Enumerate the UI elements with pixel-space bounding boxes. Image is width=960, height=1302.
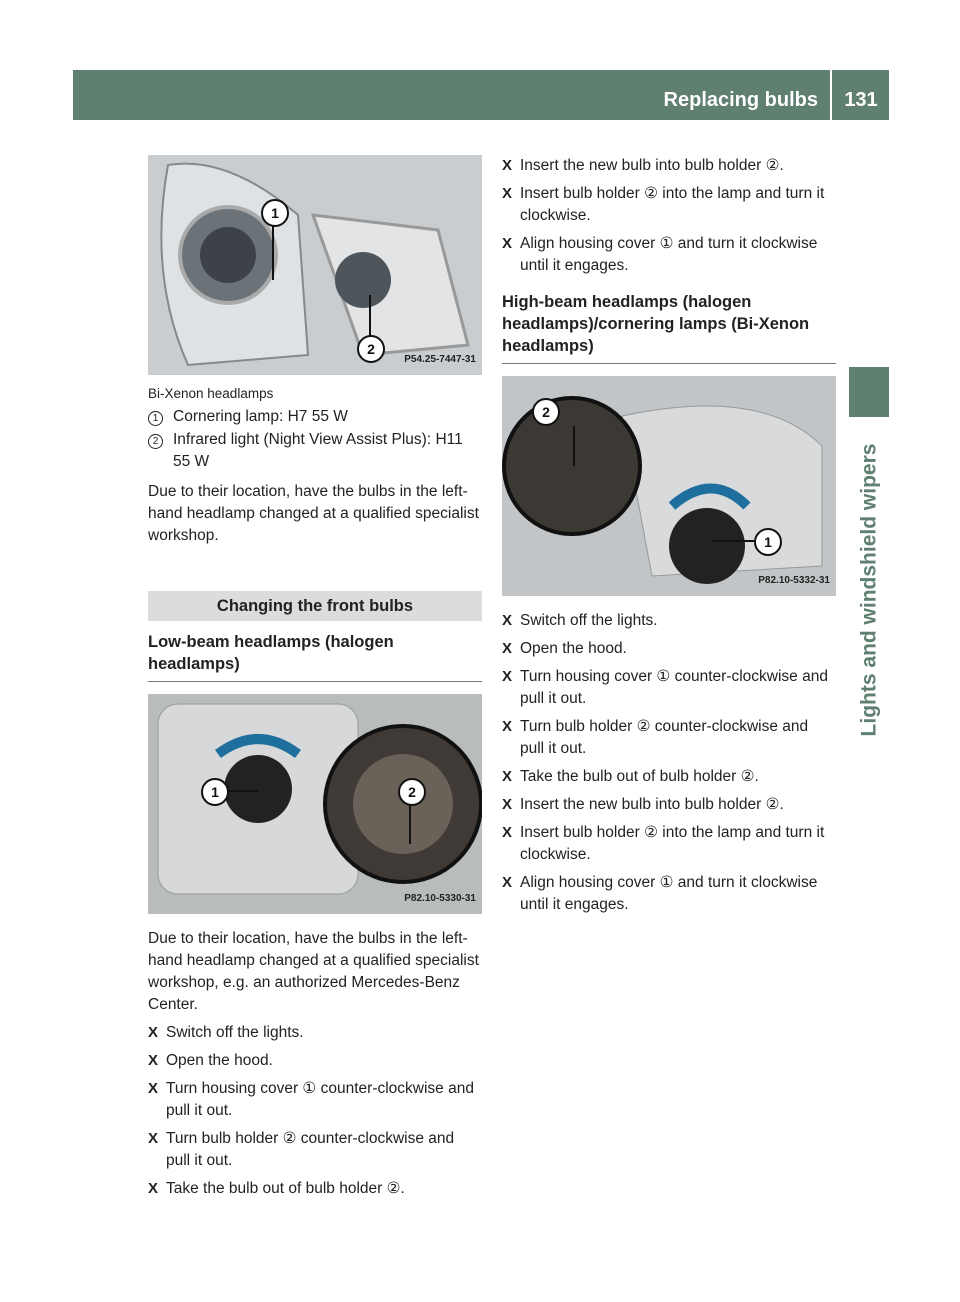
step-marker: X bbox=[148, 1080, 159, 1097]
figure-code: P82.10-5332-31 bbox=[758, 575, 830, 586]
figure-callout-2: 2 bbox=[532, 398, 560, 426]
low-beam-illustration bbox=[148, 694, 482, 914]
step-marker: X bbox=[502, 796, 513, 813]
step-text: Insert bulb holder ② into the lamp and turn it clockwise. bbox=[520, 824, 825, 863]
figure-callout-1: 1 bbox=[201, 778, 229, 806]
figure-callout-2: 2 bbox=[357, 335, 385, 363]
step-item bbox=[502, 666, 836, 710]
page-number: 131 bbox=[844, 89, 878, 111]
legend-text: Cornering lamp: H7 55 W bbox=[173, 408, 348, 425]
figure-high-beam bbox=[502, 376, 836, 596]
figure-code: P82.10-5330-31 bbox=[404, 893, 476, 904]
step-item bbox=[502, 638, 836, 660]
headlamp-illustration bbox=[148, 155, 482, 375]
step-text: Align housing cover ① and turn it clockwise until it engages. bbox=[520, 874, 818, 913]
legend-number: 1 bbox=[148, 411, 163, 426]
step-marker: X bbox=[502, 157, 513, 174]
step-item bbox=[502, 766, 836, 788]
header-title: Replacing bulbs bbox=[663, 89, 818, 111]
step-item bbox=[502, 610, 836, 632]
step-marker: X bbox=[148, 1052, 159, 1069]
step-text: Align housing cover ① and turn it clockwise until it engages. bbox=[520, 235, 818, 274]
step-text: Insert the new bulb into bulb holder ②. bbox=[520, 796, 784, 813]
step-item bbox=[502, 183, 836, 227]
step-text: Insert the new bulb into bulb holder ②. bbox=[520, 157, 784, 174]
step-item bbox=[502, 872, 836, 916]
subheading-high-beam: High-beam headlamps (halogen headlamps)/cornering lamps (Bi-Xenon headlamps) bbox=[502, 291, 836, 364]
step-item bbox=[148, 1050, 482, 1072]
step-marker: X bbox=[502, 874, 513, 891]
step-text: Switch off the lights. bbox=[520, 612, 658, 629]
step-marker: X bbox=[148, 1130, 159, 1147]
paragraph: Due to their location, have the bulbs in the left-hand headlamp changed at a qualified specialist workshop, e.g. an authorized Mercedes-Benz Center. bbox=[148, 930, 479, 1013]
legend-item bbox=[148, 429, 482, 473]
step-text: Turn housing cover ① counter-clockwise and pull it out. bbox=[166, 1080, 474, 1119]
step-text: Insert bulb holder ② into the lamp and turn it clockwise. bbox=[520, 185, 825, 224]
step-marker: X bbox=[502, 612, 513, 629]
step-marker: X bbox=[502, 185, 513, 202]
figure-code: P54.25-7447-31 bbox=[404, 354, 476, 365]
step-marker: X bbox=[502, 668, 513, 685]
step-text: Turn bulb holder ② counter-clockwise and pull it out. bbox=[166, 1130, 455, 1169]
figure-low-beam bbox=[148, 694, 482, 914]
legend-item bbox=[148, 406, 482, 428]
legend-text: Infrared light (Night View Assist Plus): H11 55 W bbox=[173, 431, 463, 470]
step-item bbox=[502, 794, 836, 816]
step-text: Take the bulb out of bulb holder ②. bbox=[520, 768, 759, 785]
step-marker: X bbox=[502, 235, 513, 252]
step-marker: X bbox=[502, 640, 513, 657]
right-column bbox=[502, 155, 836, 916]
step-item bbox=[502, 233, 836, 277]
step-text: Open the hood. bbox=[520, 640, 627, 657]
step-item bbox=[148, 1178, 482, 1200]
step-item bbox=[148, 1128, 482, 1172]
step-marker: X bbox=[148, 1024, 159, 1041]
step-text: Switch off the lights. bbox=[166, 1024, 304, 1041]
figure-callout-2: 2 bbox=[398, 778, 426, 806]
side-chapter-label: Lights and windshield wipers bbox=[857, 443, 880, 737]
paragraph: Due to their location, have the bulbs in the left-hand headlamp changed at a qualified specialist workshop. bbox=[148, 483, 479, 544]
step-item bbox=[502, 716, 836, 760]
header-divider bbox=[830, 70, 832, 120]
step-item bbox=[148, 1022, 482, 1044]
step-item bbox=[148, 1078, 482, 1122]
subheading-low-beam: Low-beam headlamps (halogen headlamps) bbox=[148, 631, 482, 682]
step-text: Turn bulb holder ② counter-clockwise and pull it out. bbox=[520, 718, 809, 757]
step-marker: X bbox=[502, 718, 513, 735]
side-chapter-tab bbox=[849, 420, 889, 760]
step-marker: X bbox=[148, 1180, 159, 1197]
section-title: Changing the front bulbs bbox=[148, 591, 482, 621]
figure-callout-1: 1 bbox=[261, 199, 289, 227]
step-marker: X bbox=[502, 768, 513, 785]
step-item bbox=[502, 155, 836, 177]
step-text: Turn housing cover ① counter-clockwise and pull it out. bbox=[520, 668, 828, 707]
left-column bbox=[148, 155, 482, 1200]
figure-bixenon-headlamps bbox=[148, 155, 482, 375]
figure-caption: Bi-Xenon headlamps bbox=[148, 386, 274, 401]
step-marker: X bbox=[502, 824, 513, 841]
step-item bbox=[502, 822, 836, 866]
side-marker bbox=[849, 367, 889, 417]
figure-callout-1: 1 bbox=[754, 528, 782, 556]
step-text: Take the bulb out of bulb holder ②. bbox=[166, 1180, 405, 1197]
legend-number: 2 bbox=[148, 434, 163, 449]
step-text: Open the hood. bbox=[166, 1052, 273, 1069]
